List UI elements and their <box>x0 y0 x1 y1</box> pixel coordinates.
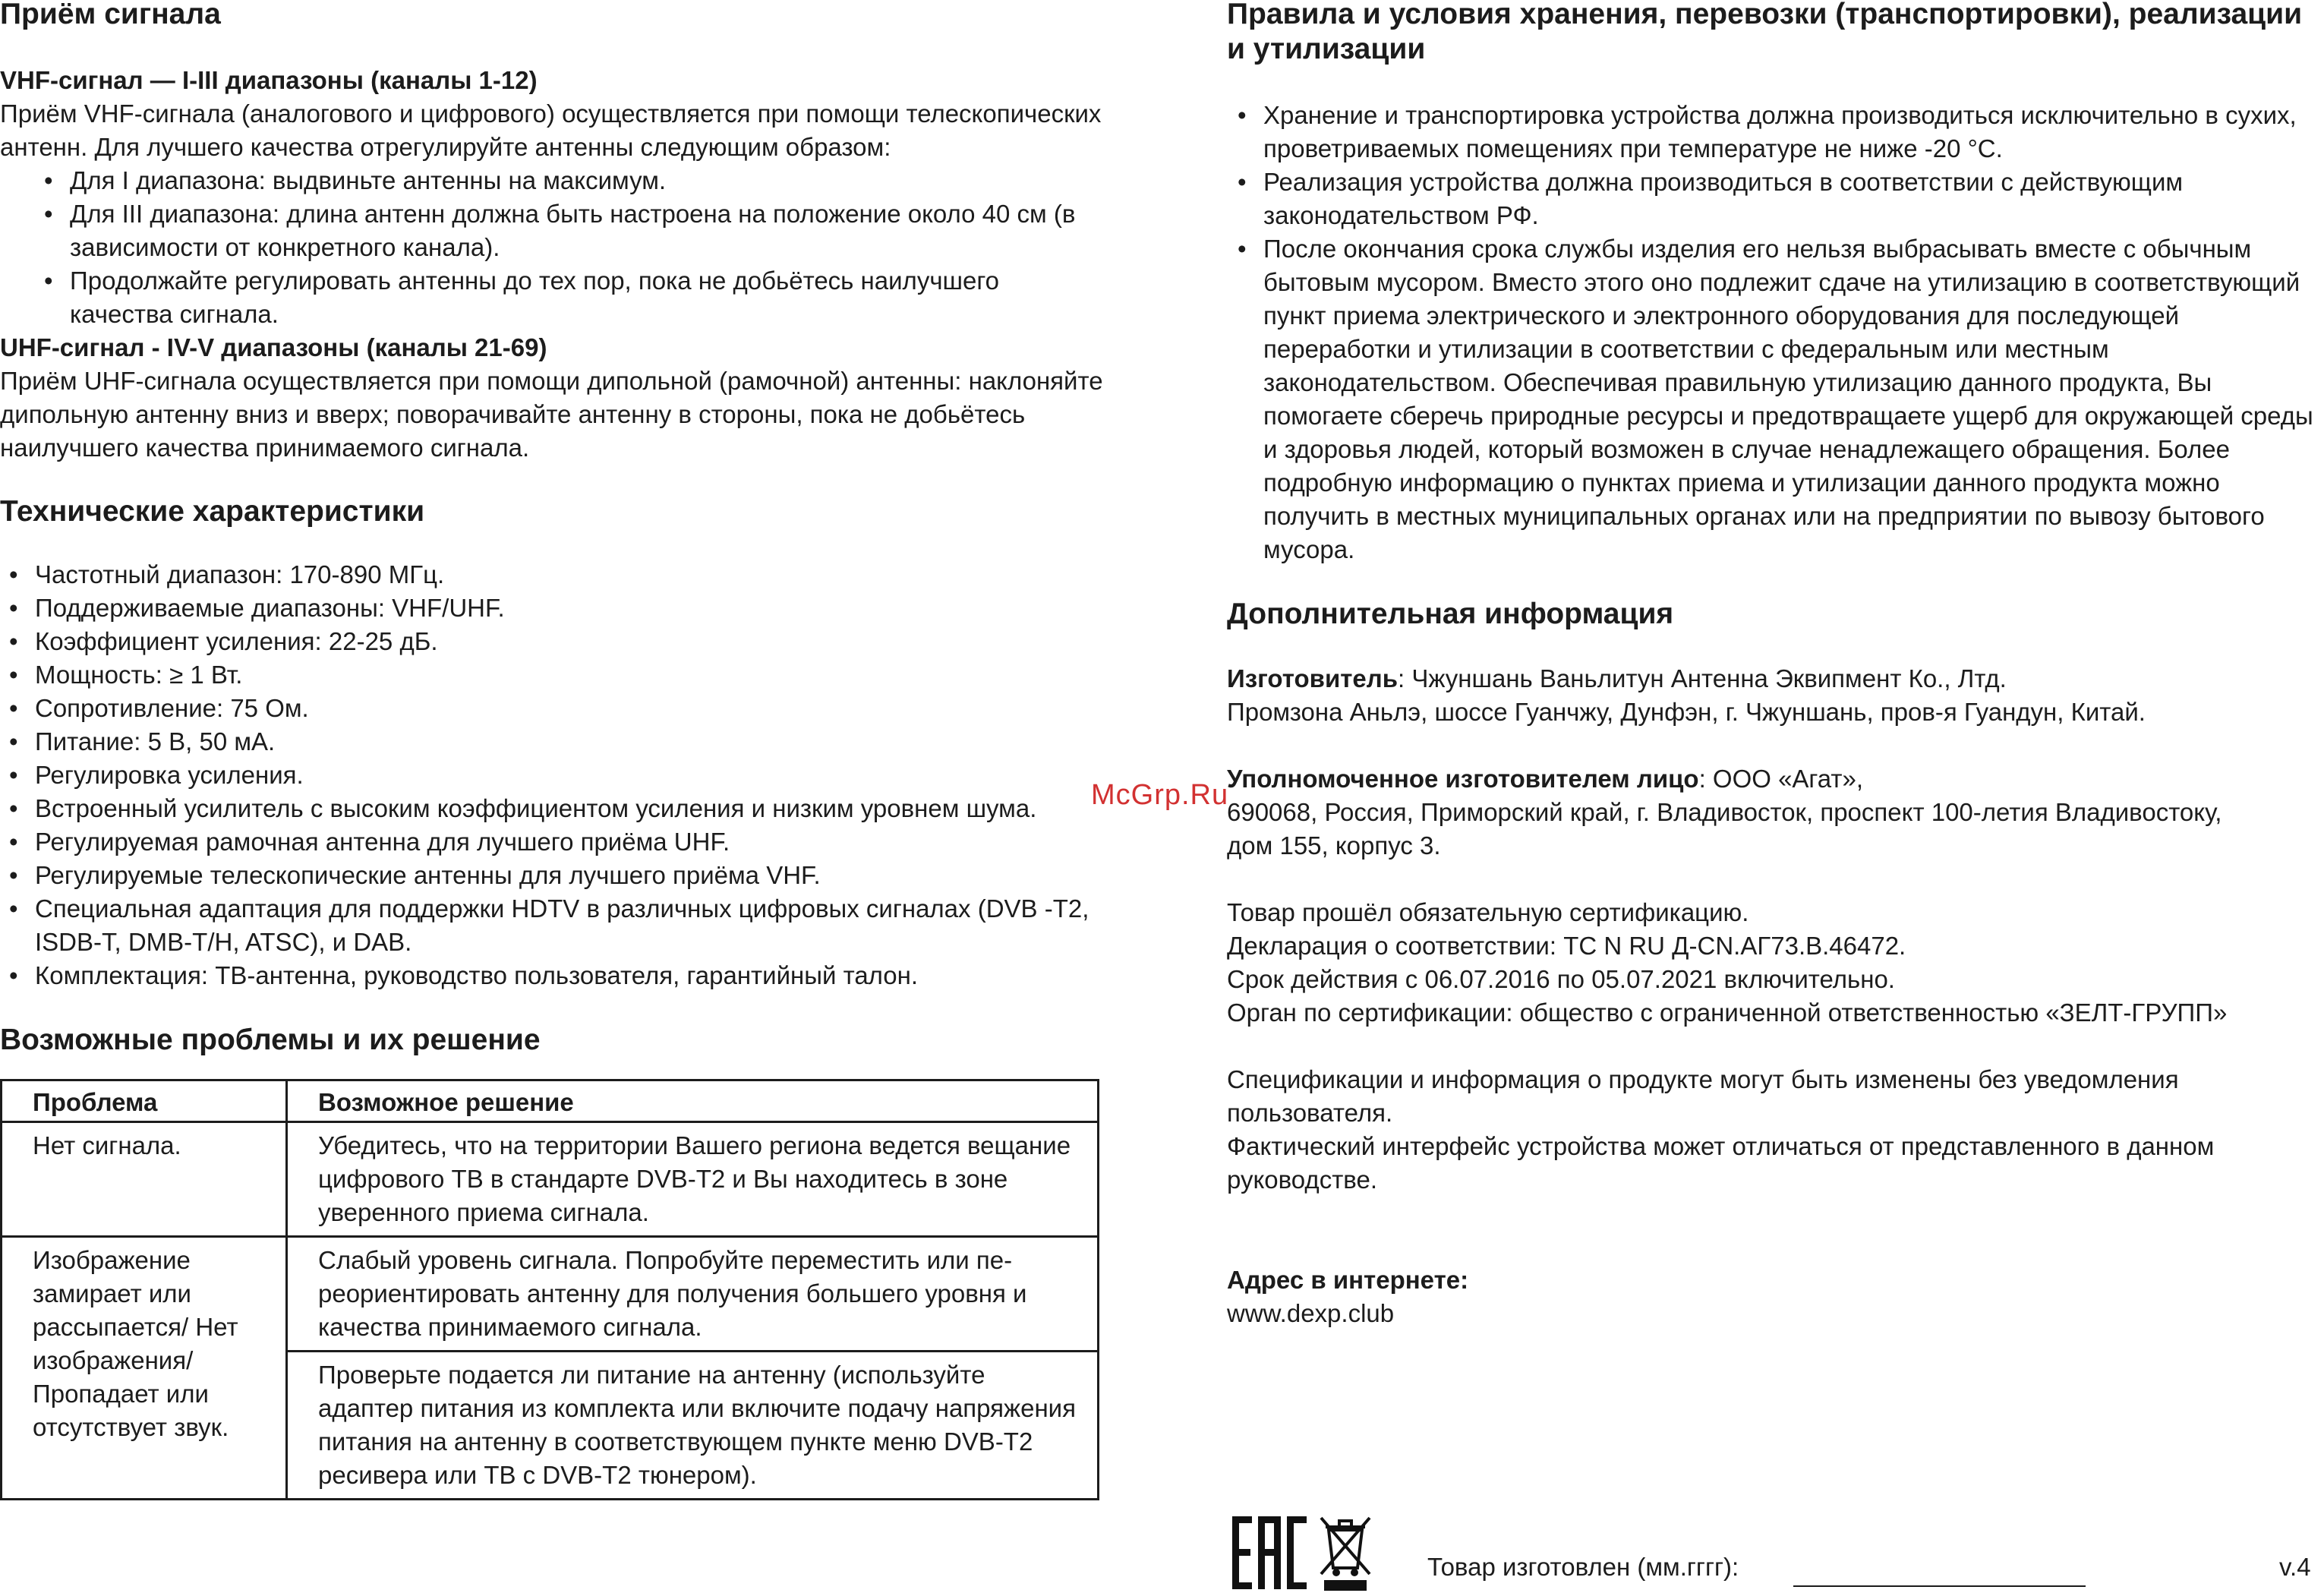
table-header-row <box>2 1080 1099 1122</box>
list-item: • Специальная адаптация для поддержки HDTV в различных цифровых сигналах (DVB -T2, ISDB-T, DMB-T/H, ATSC), и DAB. <box>0 892 1108 959</box>
web-label: Адрес в интернете: <box>1227 1266 1469 1294</box>
storage-title: Правила и условия хранения, перевозки (транспортировки), реализации и утилизации <box>1227 0 2303 65</box>
note-2: Фактический интерфейс устройства может отличаться от представленного в данном руководстве. <box>1227 1132 2215 1194</box>
cert-line-1: Товар прошёл обязательную сертификацию. <box>1227 898 1749 926</box>
problem-cell: Изображение замирает или рассыпается/ Нет изображения/ Пропадает или отсутствует звук. <box>2 1237 287 1500</box>
list-item: • Для III диапазона: длина антенн должна быть настроена на положение около 40 см (в зависимости от конкретного канала). <box>0 197 1108 264</box>
uhf-text: Приём UHF-сигнала осуществляется при помощи дипольной (рамочной) антенны: наклоняйте дипольную антенну вниз и вверх; поворачивайте антенну в стороны, пока не добьётесь наилучшего качества принимаемого сигнала. <box>0 367 1103 462</box>
web-link[interactable]: www.dexp.club <box>1227 1299 1395 1327</box>
problem-cell: Нет сигнала. <box>2 1122 287 1237</box>
list-item: • Сопротивление: 75 Ом. <box>0 692 1108 725</box>
vhf-text: Приём VHF-сигнала (аналогового и цифрового) осуществляется при помощи телескопических антенн. Для лучшего качества отрегулируйте антенны следующим образом: <box>0 99 1102 161</box>
right-column <box>1227 0 2320 1330</box>
specs-title: Технические характеристики <box>0 495 425 528</box>
list-item: • Частотный диапазон: 170-890 МГц. <box>0 558 1108 591</box>
rep-value: : ООО «Агат», <box>1698 765 1864 793</box>
rep-address-1: 690068, Россия, Приморский край, г. Владивосток, проспект 100-летия Владивостоку, <box>1227 798 2222 826</box>
table-row <box>2 1237 1099 1352</box>
cert-line-2: Декларация о соответствии: ТС N RU Д-CN.АГ73.В.46472. <box>1227 932 1906 960</box>
list-item: • Встроенный усилитель с высоким коэффициентом усиления и низким уровнем шума. <box>0 792 1108 825</box>
solution-cell: Проверьте подается ли питание на антенну (используйте адаптер питания из комплекта или включите подачу напряжения питания на антенну в соответствующем пункте меню DVB-T2 ресивера или ТВ с DVB-T2 тюнером). <box>287 1352 1099 1500</box>
rep-label: Уполномоченное изготовителем лицо <box>1227 765 1699 793</box>
manufacturer-address: Промзона Аньлэ, шоссе Гуанчжу, Дунфэн, г. Чжуншань, пров-я Гуандун, Китай. <box>1227 698 2146 726</box>
solution-cell: Убедитесь, что на территории Вашего региона ведется вещание цифрового ТВ в стандарте DVB-T2 и Вы находитесь в зоне уверенного приема сигнала. <box>287 1122 1099 1237</box>
list-item: • После окончания срока службы изделия его нельзя выбрасывать вместе с обычным бытовым мусором. Вместо этого оно подлежит сдаче на утилизацию в соответствующий пункт приема электрического и электронного оборудования для последующей переработки и утилизации в соответствии с федеральным или местным законодательством. Обеспечивая правильную утилизацию данного продукта, Вы помогаете сберечь природные ресурсы и предотвращаете ущерб для окружающей среды и здоровья людей, который возможен в случае ненадлежащего обращения. Более подробную информацию о пунктах приема и утилизации данного продукта можно получить в местных муниципальных органах или на предприятии по вывозу бытового мусора. <box>1227 232 2320 566</box>
eac-logo <box>1229 1513 1308 1592</box>
list-item: • Комплектация: ТВ-антенна, руководство пользователя, гарантийный талон. <box>0 959 1108 992</box>
specs-list <box>0 558 1108 992</box>
vhf-title: VHF-сигнал — I-III диапазоны (каналы 1-12) <box>0 66 538 94</box>
solution-cell: Слабый уровень сигнала. Попробуйте переместить или переориентировать антенну для получения большего уровня и качества принимаемого сигнала. <box>287 1237 1099 1352</box>
uhf-title: UHF-сигнал - IV-V диапазоны (каналы 21-69) <box>0 333 547 361</box>
note-1: Спецификации и информация о продукте могут быть изменены без уведомления пользователя. <box>1227 1065 2179 1127</box>
storage-list <box>1227 99 2320 566</box>
info-title: Дополнительная информация <box>1227 598 1674 630</box>
list-item: • Продолжайте регулировать антенны до тех пор, пока не добьётесь наилучшего качества сигнала. <box>0 264 1108 331</box>
list-item: • Реализация устройства должна производиться в соответствии с действующим законодательством РФ. <box>1227 166 2320 232</box>
manufacturer-value: : Чжуншань Ваньлитун Антенна Эквипмент Ко., Лтд. <box>1398 664 2007 692</box>
list-item: • Регулируемые телескопические антенны для лучшего приёма VHF. <box>0 859 1108 892</box>
manufacturer-label: Изготовитель <box>1227 664 1398 692</box>
list-item: • Хранение и транспортировка устройства должна производиться исключительно в сухих, проветриваемых помещениях при температуре не ниже -20 °С. <box>1227 99 2320 166</box>
column-header-solution: Возможное решение <box>287 1080 1099 1122</box>
manufactured-date-field[interactable] <box>1793 1585 2086 1587</box>
table-row <box>2 1122 1099 1237</box>
watermark: McGrp.Ru <box>1091 779 1229 811</box>
manufactured-date-label: Товар изготовлен (мм.гггг): <box>1427 1553 1739 1581</box>
list-item: • Питание: 5 В, 50 мА. <box>0 725 1108 759</box>
cert-line-4: Орган по сертификации: общество с ограниченной ответственностью «ЗЕЛТ-ГРУПП» <box>1227 998 2228 1027</box>
cert-line-3: Срок действия с 06.07.2016 по 05.07.2021 включительно. <box>1227 965 1895 993</box>
column-header-problem: Проблема <box>2 1080 287 1122</box>
troubleshooting-table <box>0 1079 1099 1500</box>
version-label: v.4 <box>2279 1553 2311 1581</box>
rep-address-2: дом 155, корпус 3. <box>1227 831 1441 860</box>
troubleshooting-title: Возможные проблемы и их решение <box>0 1024 541 1056</box>
list-item: • Мощность: ≥ 1 Вт. <box>0 658 1108 692</box>
list-item: • Регулировка усиления. <box>0 759 1108 792</box>
reception-title: Приём сигнала <box>0 0 221 30</box>
left-column <box>0 0 1108 1500</box>
list-item: • Регулируемая рамочная антенна для лучшего приёма UHF. <box>0 825 1108 859</box>
list-item: • Поддерживаемые диапазоны: VHF/UHF. <box>0 591 1108 625</box>
rep-line <box>1227 762 2320 796</box>
list-item: • Для I диапазона: выдвиньте антенны на максимум. <box>0 164 1108 197</box>
vhf-list <box>0 164 1108 331</box>
list-item: • Коэффициент усиления: 22-25 дБ. <box>0 625 1108 658</box>
manufacturer-line <box>1227 662 2320 696</box>
weee-bin-icon <box>1318 1513 1373 1592</box>
